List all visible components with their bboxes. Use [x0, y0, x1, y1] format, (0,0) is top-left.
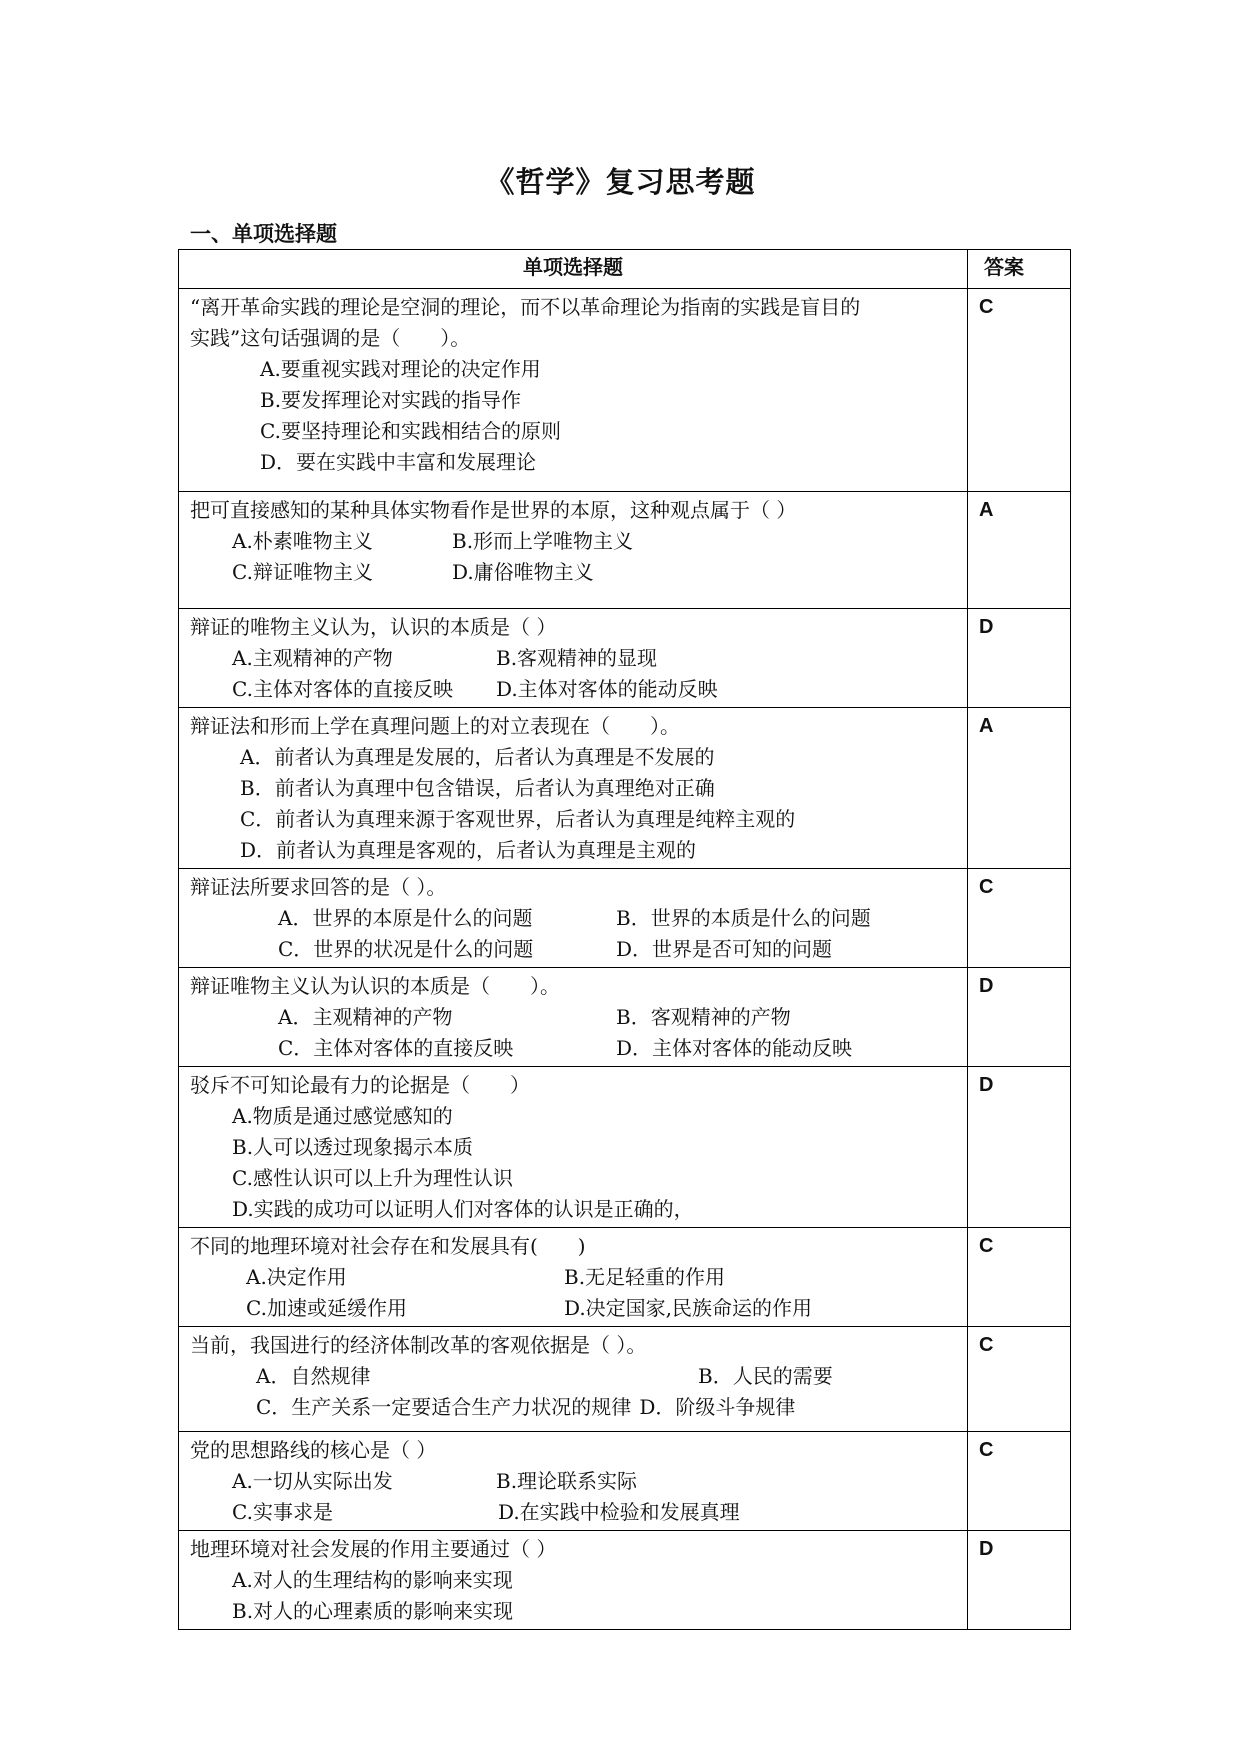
- option: D．主体对客体的能动反映: [616, 1036, 853, 1060]
- option: B.理论联系实际: [496, 1469, 638, 1493]
- answer-cell: D: [968, 609, 1071, 708]
- table-row: [179, 869, 1071, 968]
- option: C.要坚持理论和实践相结合的原则: [260, 419, 561, 443]
- option: D．要在实践中丰富和发展理论: [260, 450, 537, 474]
- table-row: [179, 1327, 1071, 1432]
- option: B.要发挥理论对实践的指导作: [260, 388, 522, 412]
- option: C.感性认识可以上升为理性认识: [232, 1166, 513, 1190]
- question-cell: [179, 1531, 968, 1630]
- table-row: [179, 289, 1071, 492]
- question-cell: [179, 968, 968, 1067]
- option: A．前者认为真理是发展的，后者认为真理是不发展的: [240, 745, 715, 769]
- answer-cell: C: [968, 869, 1071, 968]
- header-answer: 答案: [968, 250, 1071, 289]
- option: B．客观精神的产物: [616, 1005, 791, 1029]
- question-stem: 驳斥不可知论最有力的论据是（ ）: [190, 1073, 530, 1097]
- question-stem: 实践”这句话强调的是（ ）。: [190, 326, 471, 350]
- option: B.客观精神的显现: [496, 646, 658, 670]
- option: D.在实践中检验和发展真理: [498, 1500, 740, 1524]
- table-row: [179, 1531, 1071, 1630]
- option: C．生产关系一定要适合生产力状况的规律: [256, 1395, 632, 1419]
- option: D．世界是否可知的问题: [616, 937, 833, 961]
- table-row: [179, 708, 1071, 869]
- option: B.形而上学唯物主义: [452, 529, 634, 553]
- question-cell: [179, 1432, 968, 1531]
- question-stem: 把可直接感知的某种具体实物看作是世界的本原，这种观点属于（ ）: [190, 498, 797, 522]
- answer-cell: C: [968, 1228, 1071, 1327]
- option: C．世界的状况是什么的问题: [278, 937, 534, 961]
- question-stem: “离开革命实践的理论是空洞的理论，而不以革命理论为指南的实践是盲目的: [190, 295, 861, 319]
- option: C．前者认为真理来源于客观世界，后者认为真理是纯粹主观的: [240, 807, 796, 831]
- option: B．人民的需要: [698, 1364, 833, 1388]
- option: A.主观精神的产物: [232, 646, 393, 670]
- answer-cell: A: [968, 708, 1071, 869]
- option: A.一切从实际出发: [232, 1469, 393, 1493]
- question-stem: 党的思想路线的核心是（ ）: [190, 1438, 437, 1462]
- question-cell: [179, 1327, 968, 1432]
- option: D．阶级斗争规律: [639, 1395, 796, 1419]
- option: A．主观精神的产物: [278, 1005, 453, 1029]
- question-stem: 当前，我国进行的经济体制改革的客观依据是（ ）。: [190, 1333, 647, 1357]
- answer-cell: D: [968, 1531, 1071, 1630]
- option: A.对人的生理结构的影响来实现: [232, 1568, 513, 1592]
- option: C.实事求是: [232, 1500, 333, 1524]
- table-row: [179, 609, 1071, 708]
- option: D.庸俗唯物主义: [452, 560, 594, 584]
- table-row: [179, 1067, 1071, 1228]
- question-stem: 辩证法和形而上学在真理问题上的对立表现在（ ）。: [190, 714, 680, 738]
- option: A．世界的本原是什么的问题: [278, 906, 533, 930]
- header-question: 单项选择题: [179, 250, 968, 289]
- option: B.对人的心理素质的影响来实现: [232, 1599, 514, 1623]
- question-stem: 地理环境对社会发展的作用主要通过（ ）: [190, 1537, 557, 1561]
- question-stem: 辩证唯物主义认为认识的本质是（ ）。: [190, 974, 560, 998]
- section-heading: 一、单项选择题: [190, 222, 337, 246]
- question-stem: 辩证法所要求回答的是（ ）。: [190, 875, 447, 899]
- option: B．前者认为真理中包含错误，后者认为真理绝对正确: [240, 776, 715, 800]
- option: B.无足轻重的作用: [564, 1265, 726, 1289]
- table-header-row: [179, 250, 1071, 289]
- option: B．世界的本质是什么的问题: [616, 906, 871, 930]
- option: D．前者认为真理是客观的，后者认为真理是主观的: [240, 838, 697, 862]
- question-cell: [179, 289, 968, 492]
- option: C.主体对客体的直接反映: [232, 677, 453, 701]
- question-cell: [179, 1228, 968, 1327]
- question-cell: [179, 609, 968, 708]
- answer-cell: C: [968, 1432, 1071, 1531]
- table-row: [179, 968, 1071, 1067]
- page-title: 《哲学》复习思考题: [485, 165, 756, 199]
- option: C.辩证唯物主义: [232, 560, 373, 584]
- option: A.朴素唯物主义: [232, 529, 373, 553]
- answer-cell: C: [968, 1327, 1071, 1432]
- answer-cell: C: [968, 289, 1071, 492]
- option: C.加速或延缓作用: [246, 1296, 407, 1320]
- table-row: [179, 492, 1071, 609]
- question-cell: [179, 869, 968, 968]
- question-cell: [179, 492, 968, 609]
- question-stem: 不同的地理环境对社会存在和发展具有( ): [190, 1234, 586, 1258]
- question-cell: [179, 1067, 968, 1228]
- option: A.物质是通过感觉感知的: [232, 1104, 453, 1128]
- option: A.要重视实践对理论的决定作用: [260, 357, 541, 381]
- option: C．主体对客体的直接反映: [278, 1036, 514, 1060]
- question-stem: 辩证的唯物主义认为，认识的本质是（ ）: [190, 615, 557, 639]
- option: B.人可以透过现象揭示本质: [232, 1135, 474, 1159]
- option: D.主体对客体的能动反映: [496, 677, 718, 701]
- answer-cell: D: [968, 968, 1071, 1067]
- option: A．自然规律: [256, 1364, 371, 1388]
- question-table: [178, 249, 1071, 1630]
- answer-cell: D: [968, 1067, 1071, 1228]
- question-cell: [179, 708, 968, 869]
- option: A.决定作用: [246, 1265, 347, 1289]
- option: D.决定国家,民族命运的作用: [564, 1296, 813, 1320]
- answer-cell: A: [968, 492, 1071, 609]
- table-row: [179, 1432, 1071, 1531]
- table-row: [179, 1228, 1071, 1327]
- option: D.实践的成功可以证明人们对客体的认识是正确的，: [232, 1197, 694, 1221]
